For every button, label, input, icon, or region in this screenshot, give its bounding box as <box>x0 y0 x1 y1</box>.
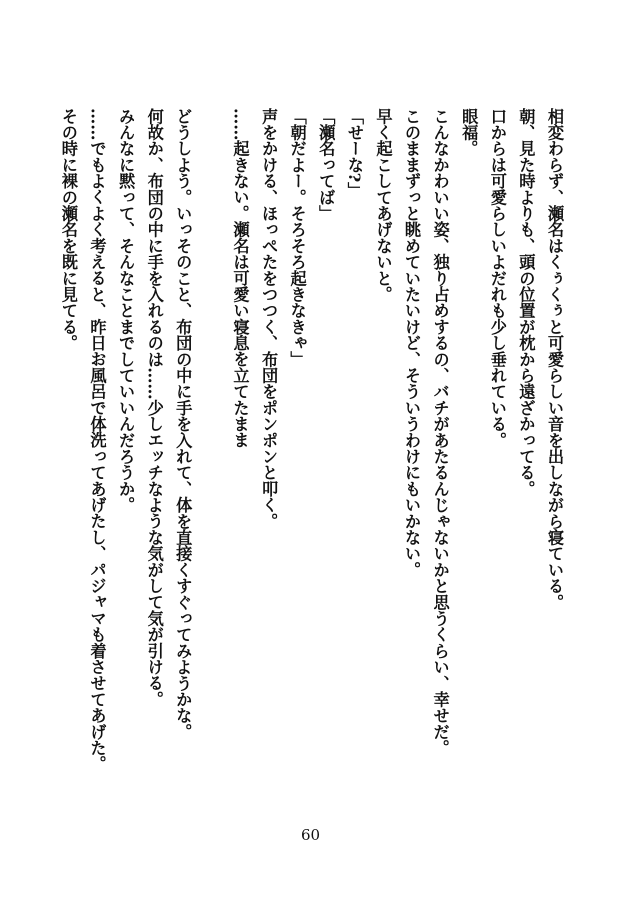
text-line: その時に裸の瀬名を既に見てる。 <box>58 108 78 351</box>
text-line: 声をかける、ほっぺたをつつく、布団をポンポンと叩く。 <box>259 108 279 530</box>
text-line: 朝、見た時よりも、頭の位置が枕から遠ざかってる。 <box>516 108 536 497</box>
text-line: 早く起こしてあげないと。 <box>373 108 393 303</box>
text-line: 相変わらず、瀬名はくぅくぅと可愛らしい音を出しながら寝ている。 <box>545 108 564 611</box>
blank-line <box>196 108 225 808</box>
text-line: 口からは可愛らしいよだれも少し垂れている。 <box>487 108 507 449</box>
text-line: ……でもよくよく考えると、昨日お風呂で体洗ってあげたし、パジャマも着させてあげた。 <box>87 108 107 773</box>
text-line: みんなに黙って、そんなことまでしていいんだろうか。 <box>116 108 136 513</box>
text-line: このままずっと眺めていたいけど、そういうわけにもいかない。 <box>402 108 422 578</box>
dialogue-line: 「せーな?」 <box>344 108 364 199</box>
text-line: こんなかわいい姿、独り占めするの、バチがあたるんじゃないかと思うくらい、幸せだ。 <box>430 108 450 756</box>
text-line: 何故か、布団の中に手を入れるのは……少しエッチなような気がして気が引ける。 <box>144 108 164 708</box>
vertical-body-text <box>53 108 568 808</box>
text-line: 眼福。 <box>459 108 479 157</box>
text-line: どうしよう。いっそのこと、布団の中に手を入れて、体を直接くすぐってみようかな。 <box>173 108 193 740</box>
text-line: ……起きない。瀬名は可愛い寝息を立てたまま <box>230 108 250 449</box>
dialogue-line: 「朝だよー。そろそろ起きなきゃ」 <box>287 108 307 368</box>
dialogue-line: 「瀬名ってば」 <box>316 108 336 222</box>
page-number: 60 <box>300 826 321 844</box>
